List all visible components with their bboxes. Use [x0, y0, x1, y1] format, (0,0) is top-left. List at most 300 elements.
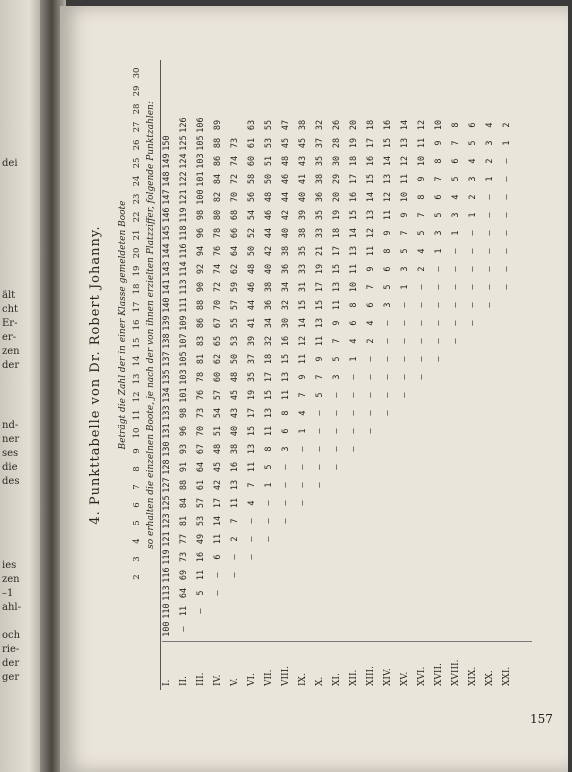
- table-cell: 19: [247, 389, 257, 401]
- table-cell: —: [383, 320, 393, 326]
- header-line-points: so erhalten die einzelnen Boote, je nach der von ihnen erzielten Platzziffer, folgende Punktzahlen:: [146, 101, 156, 549]
- table-cell: 44: [281, 191, 291, 203]
- table-cell: 81: [179, 515, 189, 527]
- table-cell: 15: [332, 263, 342, 275]
- boat-count-header-cell: 28: [132, 103, 142, 115]
- table-cell: 137: [162, 351, 172, 367]
- table-cell: 118: [179, 225, 189, 241]
- table-cell: 53: [196, 515, 206, 527]
- table-cell: 135: [162, 369, 172, 385]
- table-cell: 8: [434, 158, 444, 164]
- boat-count-header-cell: 10: [132, 427, 142, 439]
- table-cell: 5: [332, 356, 342, 362]
- place-label: VIII.: [281, 665, 291, 686]
- table-cell: 60: [213, 371, 223, 383]
- table-cell: —: [417, 374, 427, 380]
- table-cell: 30: [332, 155, 342, 167]
- table-cell: 43: [230, 407, 240, 419]
- table-cell: 17: [315, 281, 325, 293]
- table-cell: 12: [417, 119, 427, 131]
- table-cell: 57: [196, 497, 206, 509]
- table-cell: 10: [400, 191, 410, 203]
- table-cell: 98: [179, 407, 189, 419]
- table-cell: 52: [247, 227, 257, 239]
- table-cell: 6: [434, 194, 444, 200]
- table-row: [230, 60, 247, 690]
- table-cell: 73: [196, 407, 206, 419]
- table-cell: —: [247, 554, 257, 560]
- place-label: X.: [315, 676, 325, 686]
- table-cell: 45: [213, 461, 223, 473]
- page-number: 157: [530, 712, 553, 726]
- table-cell: 9: [400, 212, 410, 218]
- table-cell: —: [451, 338, 461, 344]
- table-cell: —: [315, 446, 325, 452]
- table-cell: 11: [332, 299, 342, 311]
- table-cell: 35: [247, 371, 257, 383]
- table-cell: 103: [179, 369, 189, 385]
- table-cell: 124: [179, 153, 189, 169]
- table-cell: —: [502, 266, 512, 272]
- table-cell: 4: [298, 410, 308, 416]
- boat-count-header-cell: 19: [132, 265, 142, 277]
- table-cell: 38: [281, 245, 291, 257]
- table-cell: —: [434, 266, 444, 272]
- table-cell: —: [417, 338, 427, 344]
- table-cell: 4: [417, 248, 427, 254]
- table-cell: 11: [179, 605, 189, 617]
- table-cell: 32: [264, 335, 274, 347]
- table-cell: 46: [247, 281, 257, 293]
- place-label: IX.: [298, 673, 308, 686]
- boat-count-header-cell: 22: [132, 211, 142, 223]
- table-cell: 62: [230, 263, 240, 275]
- table-cell: —: [230, 572, 240, 578]
- table-cell: 6: [349, 320, 359, 326]
- place-label: XX.: [485, 670, 495, 686]
- table-cell: 13: [247, 443, 257, 455]
- table-cell: 9: [383, 230, 393, 236]
- table-cell: 4: [247, 500, 257, 506]
- table-cell: 74: [230, 155, 240, 167]
- table-cell: 17: [264, 371, 274, 383]
- boat-count-header-cell: 30: [132, 67, 142, 79]
- table-cell: —: [366, 374, 376, 380]
- table-cell: 6: [366, 302, 376, 308]
- table-cell: 50: [264, 173, 274, 185]
- table-cell: 36: [281, 263, 291, 275]
- table-cell: 30: [281, 317, 291, 329]
- table-cell: 122: [179, 171, 189, 187]
- table-cell: 53: [230, 335, 240, 347]
- table-cell: —: [417, 320, 427, 326]
- table-cell: —: [502, 284, 512, 290]
- table-cell: —: [485, 266, 495, 272]
- boat-count-header-cell: 2: [132, 574, 142, 580]
- left-page-fragment: zen: [2, 346, 20, 357]
- table-cell: —: [485, 212, 495, 218]
- table-cell: 90: [196, 281, 206, 293]
- table-cell: —: [502, 230, 512, 236]
- table-cell: 46: [281, 173, 291, 185]
- table-cell: 15: [349, 209, 359, 221]
- table-row: [451, 60, 468, 690]
- table-cell: 139: [162, 315, 172, 331]
- table-cell: 9: [332, 320, 342, 326]
- table-cell: 13: [264, 407, 274, 419]
- table-cell: —: [451, 266, 461, 272]
- table-cell: 11: [213, 533, 223, 545]
- left-page-fragment: nd-: [2, 420, 19, 431]
- table-cell: 61: [196, 479, 206, 491]
- boat-count-header-cell: 16: [132, 319, 142, 331]
- table-cell: 40: [298, 191, 308, 203]
- table-cell: —: [298, 500, 308, 506]
- table-cell: —: [264, 518, 274, 524]
- table-cell: 60: [247, 155, 257, 167]
- table-cell: 94: [196, 245, 206, 257]
- table-cell: —: [332, 464, 342, 470]
- table-cell: 101: [196, 171, 206, 187]
- table-cell: 64: [196, 461, 206, 473]
- table-cell: —: [502, 248, 512, 254]
- table-cell: —: [468, 320, 478, 326]
- table-cell: 44: [247, 299, 257, 311]
- table-cell: 43: [298, 155, 308, 167]
- table-cell: 2: [468, 194, 478, 200]
- table-cell: 15: [366, 173, 376, 185]
- table-cell: 7: [230, 518, 240, 524]
- table-cell: 48: [264, 191, 274, 203]
- table-cell: 48: [281, 155, 291, 167]
- left-page-fragment: der: [2, 658, 20, 669]
- table-cell: 57: [230, 299, 240, 311]
- table-cell: 106: [196, 117, 206, 133]
- table-cell: 107: [179, 333, 189, 349]
- table-row: [298, 60, 315, 690]
- table-cell: 55: [230, 317, 240, 329]
- table-cell: —: [485, 248, 495, 254]
- table-cell: 9: [417, 176, 427, 182]
- table-cell: 100: [162, 621, 172, 637]
- table-cell: —: [349, 392, 359, 398]
- left-page-fragment: dei: [2, 158, 18, 169]
- table-cell: 109: [179, 315, 189, 331]
- table-cell: 7: [400, 230, 410, 236]
- table-cell: 3: [281, 446, 291, 452]
- table-cell: 84: [179, 497, 189, 509]
- table-cell: 11: [281, 389, 291, 401]
- table-cell: —: [468, 248, 478, 254]
- table-cell: 96: [196, 227, 206, 239]
- table-cell: 48: [247, 263, 257, 275]
- table-cell: —: [417, 284, 427, 290]
- table-cell: 4: [485, 122, 495, 128]
- table-cell: 15: [281, 353, 291, 365]
- table-cell: 14: [349, 227, 359, 239]
- table-cell: —: [315, 464, 325, 470]
- table-cell: 35: [315, 209, 325, 221]
- table-cell: 40: [264, 263, 274, 275]
- table-cell: 40: [281, 227, 291, 239]
- table-cell: 17: [213, 497, 223, 509]
- table-cell: —: [213, 572, 223, 578]
- table-cell: 63: [247, 119, 257, 131]
- table-cell: 4: [468, 158, 478, 164]
- table-cell: —: [502, 176, 512, 182]
- table-cell: 42: [264, 245, 274, 257]
- boat-count-header-cell: 17: [132, 301, 142, 313]
- header-rule: [160, 60, 161, 690]
- table-cell: 3: [383, 302, 393, 308]
- table-cell: 64: [179, 587, 189, 599]
- table-cell: 125: [162, 495, 172, 511]
- table-cell: —: [485, 230, 495, 236]
- table-row: [383, 60, 400, 690]
- table-cell: 2: [230, 536, 240, 542]
- table-cell: 131: [162, 423, 172, 439]
- table-cell: 19: [349, 137, 359, 149]
- boat-count-header-cell: 15: [132, 337, 142, 349]
- table-cell: 89: [213, 119, 223, 131]
- table-cell: 15: [264, 389, 274, 401]
- table-cell: —: [179, 626, 189, 632]
- table-cell: 17: [332, 245, 342, 257]
- table-cell: 50: [230, 353, 240, 365]
- table-cell: —: [264, 536, 274, 542]
- table-cell: 148: [162, 171, 172, 187]
- table-cell: —: [315, 482, 325, 488]
- boat-count-header-cell: 3: [132, 556, 142, 562]
- table-cell: 12: [400, 155, 410, 167]
- table-cell: 78: [196, 371, 206, 383]
- table-cell: 145: [162, 225, 172, 241]
- table-cell: 127: [162, 477, 172, 493]
- place-label: IV.: [213, 674, 223, 686]
- table-cell: 125: [179, 135, 189, 151]
- table-cell: 2: [502, 122, 512, 128]
- table-cell: —: [383, 356, 393, 362]
- table-cell: 130: [162, 441, 172, 457]
- table-cell: 5: [417, 230, 427, 236]
- table-cell: 18: [332, 227, 342, 239]
- table-cell: 8: [451, 122, 461, 128]
- table-cell: 57: [213, 389, 223, 401]
- table-cell: 45: [230, 389, 240, 401]
- table-cell: 5: [264, 464, 274, 470]
- table-cell: —: [400, 338, 410, 344]
- table-cell: 34: [264, 317, 274, 329]
- table-cell: 15: [315, 299, 325, 311]
- table-cell: 48: [230, 371, 240, 383]
- table-cell: 16: [349, 191, 359, 203]
- table-cell: —: [315, 410, 325, 416]
- score-table-rotated: [88, 60, 548, 690]
- table-row: [502, 60, 519, 690]
- table-cell: 113: [162, 585, 172, 601]
- table-cell: 6: [383, 266, 393, 272]
- table-cell: 1: [400, 284, 410, 290]
- score-table: [162, 60, 532, 690]
- table-cell: 93: [179, 443, 189, 455]
- table-cell: 144: [162, 243, 172, 259]
- table-cell: 45: [298, 137, 308, 149]
- place-label: XXI.: [502, 666, 512, 686]
- place-label: XIX.: [468, 666, 478, 686]
- table-cell: —: [468, 284, 478, 290]
- left-page-fragment: ahl-: [2, 602, 21, 613]
- table-cell: —: [213, 590, 223, 596]
- table-cell: 16: [281, 335, 291, 347]
- table-cell: 14: [213, 515, 223, 527]
- table-cell: —: [383, 338, 393, 344]
- boat-count-header-cell: 27: [132, 121, 142, 133]
- table-cell: 70: [230, 191, 240, 203]
- table-cell: 3: [434, 230, 444, 236]
- table-cell: 12: [298, 335, 308, 347]
- table-cell: 8: [383, 248, 393, 254]
- table-cell: —: [332, 446, 342, 452]
- table-cell: 35: [315, 155, 325, 167]
- table-cell: 47: [281, 119, 291, 131]
- table-cell: 37: [315, 137, 325, 149]
- boat-count-header-cell: 6: [132, 502, 142, 508]
- table-cell: 91: [179, 461, 189, 473]
- left-page-fragment: der: [2, 360, 20, 371]
- table-cell: —: [451, 248, 461, 254]
- left-page-fragment: rie-: [2, 644, 20, 655]
- table-cell: 51: [264, 155, 274, 167]
- table-cell: 76: [196, 389, 206, 401]
- table-cell: 51: [213, 425, 223, 437]
- table-cell: 72: [230, 173, 240, 185]
- table-cell: 38: [264, 281, 274, 293]
- table-cell: 3: [451, 212, 461, 218]
- left-page-fragment: cht: [2, 304, 19, 315]
- table-row: [196, 60, 213, 690]
- table-cell: 5: [451, 176, 461, 182]
- table-cell: 28: [332, 137, 342, 149]
- table-cell: 35: [298, 245, 308, 257]
- table-cell: —: [298, 464, 308, 470]
- table-cell: 6: [281, 428, 291, 434]
- table-cell: 1: [264, 482, 274, 488]
- table-cell: 126: [179, 117, 189, 133]
- table-cell: 6: [213, 554, 223, 560]
- table-cell: —: [434, 320, 444, 326]
- table-cell: 73: [230, 137, 240, 149]
- left-page-fragment: ält: [2, 290, 16, 301]
- table-cell: 56: [247, 191, 257, 203]
- table-cell: 7: [417, 212, 427, 218]
- table-cell: 7: [366, 284, 376, 290]
- table-cell: 20: [349, 119, 359, 131]
- table-cell: 17: [366, 137, 376, 149]
- table-cell: 15: [383, 137, 393, 149]
- table-cell: 105: [179, 351, 189, 367]
- place-label: II.: [179, 676, 189, 686]
- place-label: VI.: [247, 673, 257, 686]
- table-cell: 11: [298, 353, 308, 365]
- boat-count-header-cell: 7: [132, 484, 142, 490]
- place-label: V.: [230, 678, 240, 686]
- table-cell: 10: [434, 119, 444, 131]
- left-page-fragment: ses: [2, 448, 19, 459]
- table-cell: 58: [247, 173, 257, 185]
- table-cell: 4: [451, 194, 461, 200]
- table-cell: —: [383, 374, 393, 380]
- table-cell: 21: [315, 245, 325, 257]
- table-cell: 8: [264, 446, 274, 452]
- table-cell: 15: [298, 299, 308, 311]
- table-cell: —: [434, 338, 444, 344]
- left-page-fragment: des: [2, 476, 20, 487]
- table-cell: 1: [451, 230, 461, 236]
- table-cell: 41: [247, 317, 257, 329]
- table-cell: 11: [349, 263, 359, 275]
- table-cell: 12: [366, 227, 376, 239]
- table-cell: 13: [315, 317, 325, 329]
- table-cell: 11: [315, 335, 325, 347]
- table-cell: 37: [247, 353, 257, 365]
- table-cell: —: [264, 500, 274, 506]
- table-cell: 69: [179, 569, 189, 581]
- table-cell: 88: [196, 299, 206, 311]
- table-cell: —: [468, 266, 478, 272]
- table-cell: 14: [400, 119, 410, 131]
- table-cell: 67: [213, 317, 223, 329]
- table-row: [332, 60, 349, 690]
- table-cell: 34: [281, 281, 291, 293]
- table-cell: 41: [298, 173, 308, 185]
- table-cell: 7: [247, 482, 257, 488]
- table-cell: —: [502, 194, 512, 200]
- table-cell: 80: [213, 209, 223, 221]
- table-cell: 116: [162, 567, 172, 583]
- table-cell: 38: [298, 119, 308, 131]
- table-cell: —: [349, 374, 359, 380]
- table-cell: 83: [196, 335, 206, 347]
- table-cell: 3: [332, 374, 342, 380]
- table-cell: —: [247, 518, 257, 524]
- table-cell: 105: [196, 135, 206, 151]
- table-cell: 42: [213, 479, 223, 491]
- table-cell: 147: [162, 189, 172, 205]
- left-page-fragment: er-: [2, 332, 17, 343]
- table-cell: 18: [264, 353, 274, 365]
- table-cell: —: [451, 284, 461, 290]
- table-cell: 2: [366, 338, 376, 344]
- table-cell: 18: [349, 155, 359, 167]
- table-cell: 88: [179, 479, 189, 491]
- table-cell: —: [349, 428, 359, 434]
- table-cell: 38: [230, 443, 240, 455]
- table-cell: —: [281, 500, 291, 506]
- table-cell: 45: [281, 137, 291, 149]
- table-cell: —: [434, 356, 444, 362]
- place-label: XIII.: [366, 666, 376, 686]
- table-cell: 61: [247, 137, 257, 149]
- table-cell: 11: [230, 497, 240, 509]
- table-cell: —: [366, 392, 376, 398]
- table-cell: 101: [179, 387, 189, 403]
- table-cell: 6: [451, 158, 461, 164]
- table-cell: 138: [162, 333, 172, 349]
- table-cell: 10: [417, 155, 427, 167]
- boat-count-header-cell: 21: [132, 229, 142, 241]
- table-cell: —: [366, 428, 376, 434]
- table-cell: 55: [264, 119, 274, 131]
